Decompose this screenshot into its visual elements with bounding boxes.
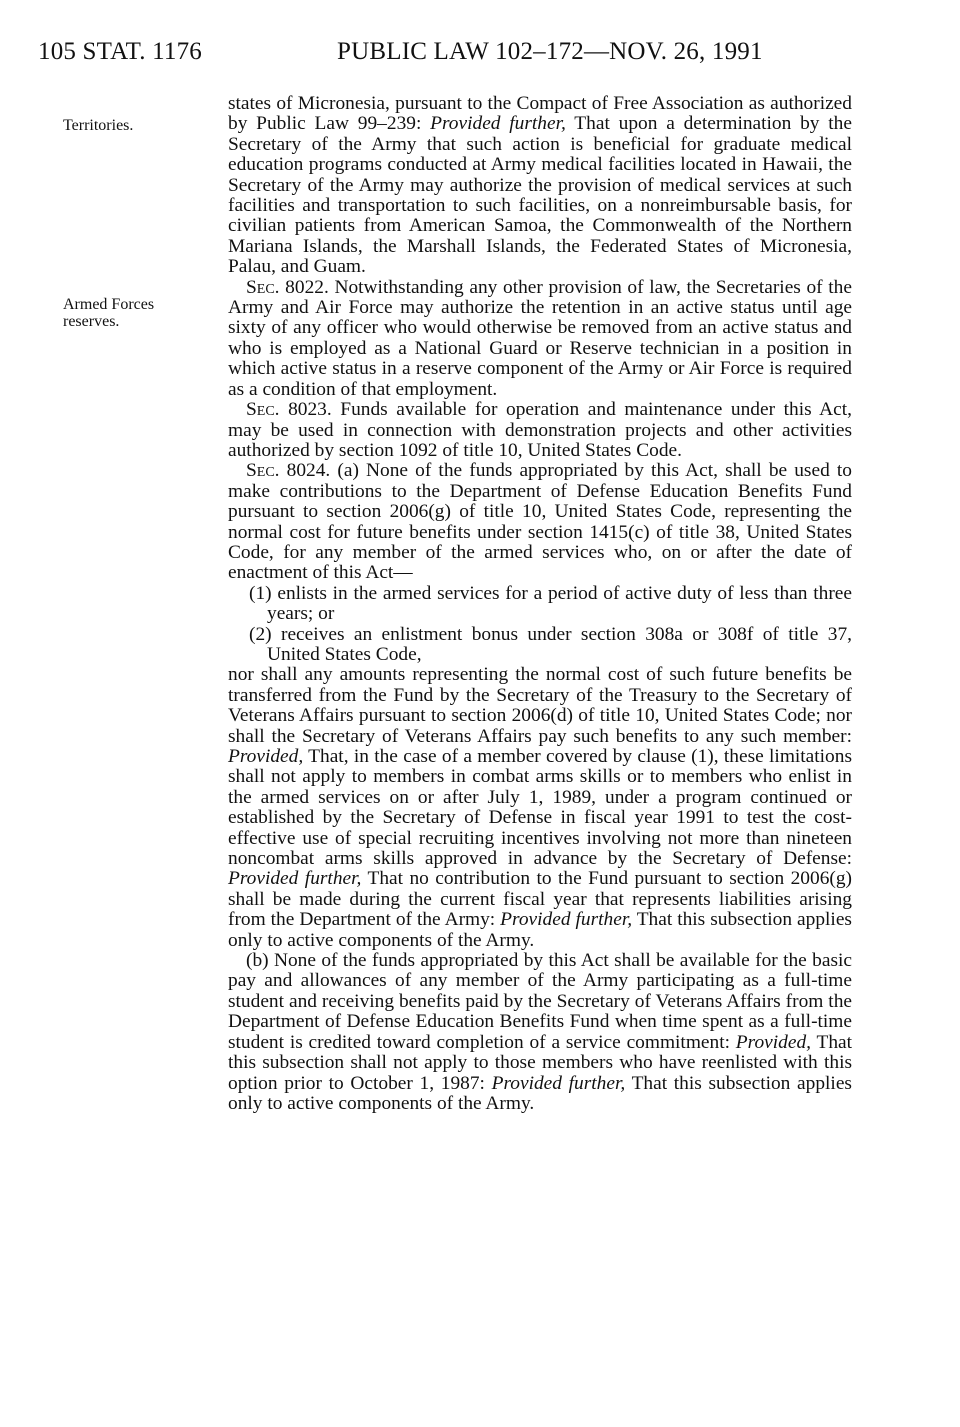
- margin-note-armed-forces-reserves: Armed Forces reserves.: [63, 296, 155, 330]
- section-8024: Sec. 8024. (a) None of the funds appropriated by this Act, shall be used to make contributions to the Department of Defense Education Benefits Fund pursuant to section 2006(g) of title 10, United States Code, representing the normal cost for future benefits under section 1415(c) of title 38, United States Code, for any member of the armed services who, on or after the date of enactment of this Act—: [228, 460, 852, 584]
- proviso: Provided,: [735, 1031, 812, 1053]
- subsection-b: (b) None of the funds appropriated by this Act shall be available for the basic pay and allowances of any member of the Army participating as a full-time student and receiving benefits paid by the Secretary of Veterans Affairs from the Department of Defense Education Benefits Fund when time spent as a full-time student is credited toward completion of a service commitment: Provided, That this subsection shall not apply to those members who have reenlisted with this option prior to October 1, 1987: Provided further, That this subsection applies only to active components of the Army.: [228, 950, 853, 1114]
- section-8022: Sec. 8022. Notwithstanding any other provision of law, the Secretaries of the Army and Air Force may authorize the retention in an active status until age sixty of any officer who would otherwise be removed from an active status and who is employed as a National Guard or Reserve technician in a position in which active status in a reserve component of the Army or Air Force is required as a condition of that employment.: [228, 276, 852, 400]
- proviso: Provided further,: [228, 868, 362, 890]
- section-label: Sec.: [246, 460, 280, 482]
- section-label: Sec.: [246, 399, 280, 421]
- section-number: 8022.: [279, 276, 329, 298]
- clause-2: (2) receives an enlistment bonus under section 308a or 308f of title 37, United States Code,: [249, 623, 852, 665]
- section-number: 8024.: [279, 460, 331, 482]
- running-head: [38, 38, 858, 74]
- stat-citation: 105 STAT. 1176: [38, 38, 202, 65]
- clause-1: (1) enlists in the armed services for a period of active duty of less than three years; or: [249, 582, 852, 625]
- margin-note-territories: Territories.: [63, 117, 134, 134]
- proviso: Provided,: [228, 746, 304, 767]
- public-law-title: PUBLIC LAW 102–172—NOV. 26, 1991: [337, 38, 763, 65]
- proviso: Provided further,: [430, 113, 566, 135]
- section-number: 8023.: [279, 399, 332, 421]
- statute-body: [228, 94, 852, 1114]
- section-label: Sec.: [246, 276, 280, 298]
- paragraph-continued: states of Micronesia, pursuant to the Compact of Free Association as authorized by Public Law 99–239: Provided further, That upon a determination by the Secretary of the Army that such action is beneficial for graduate medical education programs conducted at Army medical facilities located in Hawaii, the Secretary of the Army may authorize the provision of medical services at such facilities and transportation to such facilities, on a nonreimbursable basis, for civilian patients from American Samoa, the Commonwealth of the Northern Mariana Islands, the Marshall Islands, the Federated States of Micronesia, Palau, and Guam.: [228, 93, 852, 278]
- section-8023: Sec. 8023. Funds available for operation and maintenance under this Act, may be used in connection with demonstration projects and other activities authorized by section 1092 of title 10, United States Code.: [228, 399, 852, 461]
- section-8024-continuation: nor shall any amounts representing the normal cost of such future benefits be transferred from the Fund by the Secretary of the Treasury to the Secretary of Veterans Affairs pursuant to section 2006(d) of title 10, United States Code; nor shall the Secretary of Veterans Affairs pay such benefits to any such member: Provided, That, in the case of a member covered by clause (1), these limitations shall not apply to members in combat arms skills or to members who enlist in the armed services on or after July 1, 1989, under a program continued or established by the Secretary of Defense in fiscal year 1991 to test the cost-effective use of special recruiting incentives involving not more than nineteen noncombat arms skills approved in advance by the Secretary of Defense: Provided further, That no contribution to the Fund pursuant to section 2006(g) shall be made during the current fiscal year that represents liabilities arising from the Department of the Army: Provided further, That this subsection applies only to active components of the Army.: [228, 664, 852, 951]
- proviso: Provided further,: [491, 1072, 626, 1094]
- proviso: Provided further,: [500, 909, 633, 931]
